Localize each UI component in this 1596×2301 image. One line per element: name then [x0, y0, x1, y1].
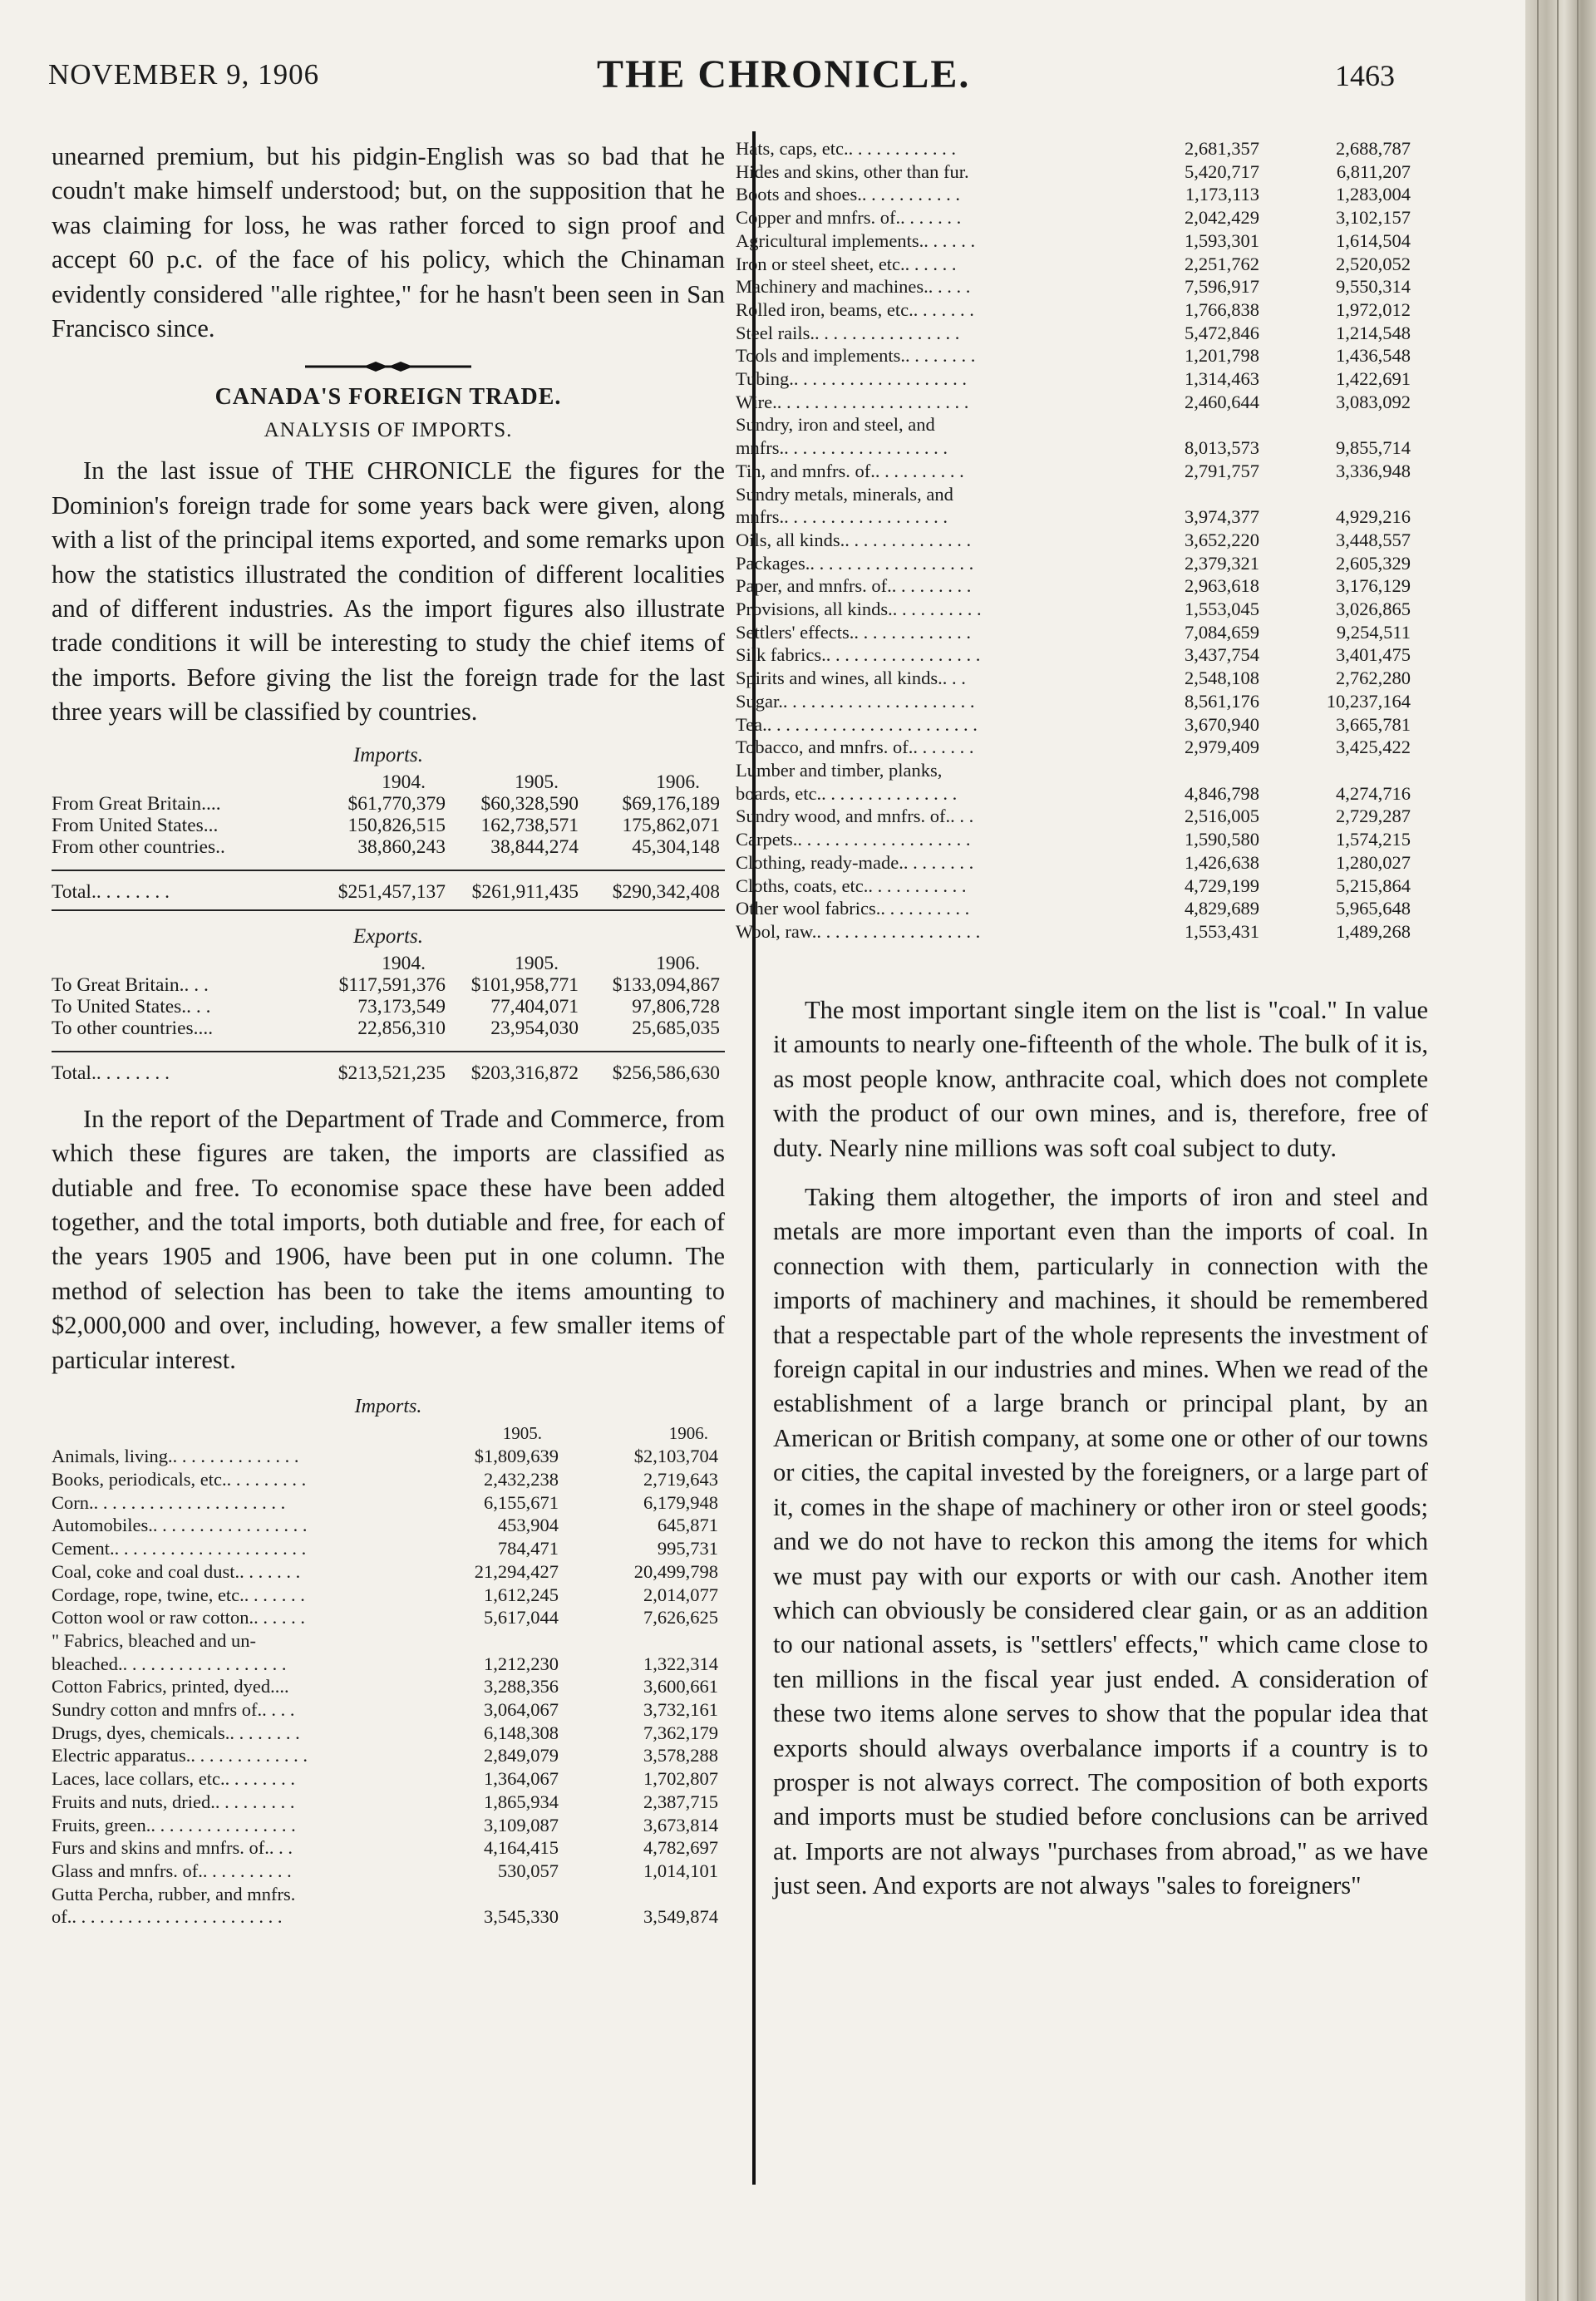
cell-value: 38,844,274	[490, 835, 579, 858]
book-edge	[1525, 0, 1596, 2301]
item-label: Tobacco, and mnfrs. of.. . . . . . .	[736, 737, 974, 758]
value-1906: 6,811,207	[1336, 160, 1411, 182]
item-label: Automobiles.. . . . . . . . . . . . . . . . .	[52, 1515, 308, 1536]
value-1906: 1,283,004	[1336, 184, 1411, 205]
item-label: Furs and skins and mnfrs. of.. . .	[52, 1837, 293, 1859]
item-label: Gutta Percha, rubber, and mnfrs.	[52, 1883, 296, 1904]
value-1906: 1,972,012	[1336, 298, 1411, 320]
item-label: Provisions, all kinds.. . . . . . . . . .	[736, 599, 982, 620]
value-1906: 3,600,661	[643, 1676, 718, 1697]
item-label: Spirits and wines, all kinds.. . .	[736, 668, 966, 689]
value-1906: 1,014,101	[643, 1860, 718, 1881]
value-1906: 10,237,164	[1326, 690, 1411, 712]
table-row	[736, 621, 1417, 644]
value-1905: 5,472,846	[1185, 322, 1259, 343]
value-1906: 5,215,864	[1336, 875, 1411, 896]
item-label: Paper, and mnfrs. of.. . . . . . . . .	[736, 575, 972, 597]
year-header: 1905.	[515, 952, 559, 974]
table-row	[736, 897, 1417, 920]
value-1905: 1,173,113	[1185, 184, 1259, 205]
article-subtitle: ANALYSIS OF IMPORTS.	[264, 419, 513, 442]
table-row	[52, 1514, 725, 1537]
value-1905: 3,974,377	[1185, 506, 1259, 528]
table-row	[736, 460, 1417, 483]
table-row	[52, 1883, 725, 1906]
item-label: Corn.. . . . . . . . . . . . . . . . . . . . .	[52, 1491, 286, 1513]
item-label: Steel rails.. . . . . . . . . . . . . . . .	[736, 322, 960, 343]
item-label: Cotton Fabrics, printed, dyed....	[52, 1676, 289, 1697]
value-1905: 1,593,301	[1185, 229, 1259, 251]
value-1905: 1,364,067	[484, 1768, 559, 1790]
cell-value: 23,954,030	[490, 1017, 579, 1039]
table-total-row	[52, 1051, 725, 1084]
value-1905: 453,904	[497, 1515, 559, 1536]
value-1905: 1,553,045	[1185, 599, 1259, 620]
cell-value: $61,770,379	[347, 792, 446, 815]
value-1906: 9,550,314	[1336, 276, 1411, 298]
row-label: From other countries..	[52, 835, 225, 858]
value-1905: 3,545,330	[484, 1906, 559, 1928]
value-1905: 2,379,321	[1185, 552, 1259, 574]
publication-title: THE CHRONICLE.	[597, 52, 971, 96]
table-row	[52, 1675, 725, 1698]
table-row	[736, 183, 1417, 206]
value-1905: 1,212,230	[484, 1653, 559, 1674]
value-1906: 1,422,691	[1336, 368, 1411, 390]
value-1906: 995,731	[657, 1538, 718, 1559]
table-row	[736, 413, 1417, 436]
value-1906: 2,729,287	[1336, 806, 1411, 827]
value-1905: 4,164,415	[484, 1837, 559, 1859]
table-row	[52, 1722, 725, 1745]
value-1906: 3,336,948	[1336, 460, 1411, 481]
cell-value: 22,856,310	[357, 1017, 446, 1039]
item-label: Carpets.. . . . . . . . . . . . . . . . . . .	[736, 829, 971, 850]
value-1906: 3,732,161	[643, 1699, 718, 1721]
value-1905	[434, 1883, 559, 1906]
item-label: Rolled iron, beams, etc.. . . . . . .	[736, 298, 974, 320]
item-label: Animals, living.. . . . . . . . . . . . . .	[52, 1446, 299, 1467]
value-1906: 3,026,865	[1336, 599, 1411, 620]
item-label: boards, etc.. . . . . . . . . . . . . . .	[736, 782, 958, 804]
article-paragraph-1: In the last issue of THE CHRONICLE the figures for the Dominion's foreign trade for some years back were given, along with a list of the principal items exported, and some remarks upon how the statistics illustrated the condition of different localities and of different industries. As the import figures also illustrate trade conditions it will be interesting to study the chief items of the imports. Before giving the list the foreign trade for the last three years will be classified by countries.	[52, 456, 725, 727]
value-1905: 2,042,429	[1185, 207, 1259, 229]
table-row	[736, 391, 1417, 414]
year-header: 1905.	[502, 1422, 542, 1443]
value-1906	[559, 1629, 725, 1653]
total-value: $256,586,630	[612, 1062, 720, 1084]
item-label: Tea.. . . . . . . . . . . . . . . . . . . . . . .	[736, 713, 978, 735]
table-row	[52, 1606, 725, 1629]
table-row	[736, 229, 1417, 253]
table-row	[736, 690, 1417, 713]
item-label: Laces, lace collars, etc.. . . . . . . .	[52, 1768, 295, 1790]
row-label: To other countries....	[52, 1017, 214, 1039]
cell-value: 25,685,035	[632, 1017, 720, 1039]
item-label: Sundry metals, minerals, and	[736, 483, 953, 505]
cell-value: 150,826,515	[347, 814, 446, 836]
value-1906: 2,605,329	[1336, 552, 1411, 574]
cell-value: 38,860,243	[357, 835, 446, 858]
table-caption: Imports.	[352, 743, 424, 766]
value-1905: 2,791,757	[1185, 460, 1259, 481]
intro-paragraph: unearned premium, but his pidgin-English was so bad that he coudn't make himself understood; but, on the supposition that he was claiming for loss, he was rather forced to sign proof and accept 60 p.c. of the face of his policy, which the Chinaman evidently considered "alle rightee," for he hasn't been seen in San Francisco since.	[52, 142, 725, 343]
table-row	[52, 1468, 725, 1491]
item-label: Settlers' effects.. . . . . . . . . . . . .	[736, 621, 971, 643]
table-row	[736, 483, 1417, 506]
value-1905: 4,829,689	[1185, 898, 1259, 919]
table-year-row	[52, 1422, 725, 1446]
table-row	[736, 137, 1417, 160]
value-1905: 1,201,798	[1185, 345, 1259, 367]
item-label: Wire.. . . . . . . . . . . . . . . . . . . . .	[736, 391, 969, 412]
value-1905: 8,561,176	[1185, 690, 1259, 712]
value-1906: 3,448,557	[1336, 529, 1411, 550]
table-row	[736, 344, 1417, 367]
value-1905: 3,437,754	[1185, 644, 1259, 666]
value-1906: 3,176,129	[1336, 575, 1411, 597]
item-label: Wool, raw.. . . . . . . . . . . . . . . . . .	[736, 920, 981, 942]
value-1906: 4,782,697	[643, 1837, 718, 1859]
item-label: of.. . . . . . . . . . . . . . . . . . . . . . .	[52, 1906, 283, 1928]
value-1905: 784,471	[497, 1538, 559, 1559]
year-header: 1905.	[515, 771, 559, 793]
total-value: $251,457,137	[337, 880, 446, 903]
value-1905: 7,084,659	[1185, 621, 1259, 643]
value-1906: 9,254,511	[1336, 621, 1411, 643]
value-1905: 3,288,356	[484, 1676, 559, 1697]
table-row	[52, 1744, 725, 1767]
value-1906: 1,436,548	[1336, 345, 1411, 367]
value-1905	[434, 1629, 559, 1653]
total-value: $213,521,235	[337, 1062, 446, 1084]
table-row	[52, 1560, 725, 1584]
cell-value: 45,304,148	[632, 835, 720, 858]
value-1905: 3,064,067	[484, 1699, 559, 1721]
value-1906: 7,626,625	[643, 1607, 718, 1628]
left-column	[52, 140, 725, 1929]
value-1906: 3,401,475	[1336, 644, 1411, 666]
value-1906: 1,214,548	[1336, 322, 1411, 343]
item-label: Sugar.. . . . . . . . . . . . . . . . . . . . .	[736, 690, 975, 712]
value-1906: 2,719,643	[643, 1469, 718, 1490]
value-1906: 3,549,874	[643, 1906, 718, 1928]
value-1906: 1,702,807	[643, 1768, 718, 1790]
table-row	[736, 598, 1417, 621]
value-1905	[1122, 759, 1259, 782]
value-1905: 2,849,079	[484, 1745, 559, 1766]
cell-value: $60,328,590	[480, 792, 579, 815]
table-row	[736, 206, 1417, 229]
issue-date: NOVEMBER 9, 1906	[48, 58, 320, 91]
value-1905: 6,148,308	[484, 1722, 559, 1743]
table-row	[52, 836, 725, 858]
page-header	[48, 52, 1395, 101]
table-row	[736, 920, 1417, 944]
table-row	[52, 974, 725, 996]
value-1905: 6,155,671	[484, 1491, 559, 1513]
right-column-text	[773, 993, 1428, 1904]
table-row	[736, 160, 1417, 184]
article-paragraph-3: The most important single item on the list is "coal." In value it amounts to nearly one-fifteenth of the whole. The bulk of it is, as most people know, anthracite coal, which does not complete with the product of our own mines, and is, therefore, free of duty. Nearly nine millions was soft coal subject to duty.	[773, 996, 1428, 1162]
total-value: $261,911,435	[471, 880, 579, 903]
value-1906: 20,499,798	[633, 1560, 718, 1582]
item-label: Cordage, rope, twine, etc.. . . . . . .	[52, 1584, 305, 1605]
year-header: 1904.	[382, 771, 426, 793]
value-1906: $2,103,704	[633, 1446, 718, 1467]
item-label: Packages.. . . . . . . . . . . . . . . . . .	[736, 552, 974, 574]
article-title: CANADA'S FOREIGN TRADE.	[214, 384, 562, 411]
total-value: $203,316,872	[470, 1062, 579, 1084]
item-label: Cement.. . . . . . . . . . . . . . . . . . . . .	[52, 1538, 307, 1559]
table-row	[52, 1629, 725, 1653]
value-1906: 4,929,216	[1336, 506, 1411, 528]
table-row	[736, 322, 1417, 345]
item-label: Other wool fabrics.. . . . . . . . . .	[736, 898, 970, 919]
row-label: To Great Britain.. . .	[52, 973, 209, 996]
table-row	[52, 1814, 725, 1837]
row-label: From United States...	[52, 814, 219, 836]
value-1905: 2,963,618	[1185, 575, 1259, 597]
article-paragraph-2: In the report of the Department of Trade and Commerce, from which these figures are taken, the imports are classified as dutiable and free. To economise space these have been added together, and the total imports, both dutiable and free, for each of the years 1905 and 1906, have been put in one column. The method of selection has been to take the items amounting to $2,000,000 and over, including, however, a few smaller items of particular interest.	[52, 1104, 725, 1374]
item-label: Tubing.. . . . . . . . . . . . . . . . . . .	[736, 368, 967, 390]
value-1906: 7,362,179	[643, 1722, 718, 1743]
item-label: Iron or steel sheet, etc.. . . . . .	[736, 253, 957, 274]
value-1906	[1259, 759, 1417, 782]
table-row	[52, 815, 725, 836]
year-header: 1906.	[656, 952, 700, 974]
table-row	[52, 1017, 725, 1039]
value-1905: 1,865,934	[484, 1791, 559, 1812]
value-1905: 1,612,245	[484, 1584, 559, 1605]
cell-value: $117,591,376	[338, 973, 446, 996]
value-1906	[1259, 483, 1417, 506]
item-label: Sundry, iron and steel, and	[736, 414, 935, 436]
item-label: Cloths, coats, etc.. . . . . . . . . . .	[736, 875, 967, 896]
item-label: Oils, all kinds.. . . . . . . . . . . . . .	[736, 529, 972, 550]
item-label: Agricultural implements.. . . . . .	[736, 229, 976, 251]
total-label: Total.. . . . . . . .	[52, 880, 170, 903]
table-row	[736, 805, 1417, 828]
value-1905: 2,681,357	[1185, 138, 1259, 159]
table-row	[736, 505, 1417, 529]
table-row	[52, 996, 725, 1017]
value-1906: 3,083,092	[1336, 391, 1411, 412]
value-1905: 2,432,238	[484, 1469, 559, 1490]
table-caption: Exports.	[352, 924, 424, 948]
item-label: Sundry wood, and mnfrs. of.. . .	[736, 806, 974, 827]
value-1905: $1,809,639	[474, 1446, 559, 1467]
cell-value: 162,738,571	[480, 814, 579, 836]
table-total-row	[52, 870, 725, 911]
table-row	[736, 253, 1417, 276]
imports-items-table-left	[52, 1396, 725, 1929]
cell-value: $69,176,189	[622, 792, 720, 815]
table-row	[736, 851, 1417, 875]
table-row	[52, 1491, 725, 1515]
row-label: To United States.. . .	[52, 995, 211, 1017]
row-label: From Great Britain....	[52, 792, 221, 815]
page-number: 1463	[1335, 59, 1395, 92]
value-1906: 1,574,215	[1336, 829, 1411, 850]
cell-value: $101,958,771	[470, 973, 579, 996]
total-value: $290,342,408	[612, 880, 720, 903]
value-1906: 2,688,787	[1336, 138, 1411, 159]
year-header: 1904.	[382, 952, 426, 974]
exports-summary-table	[52, 926, 725, 1084]
table-row	[52, 1584, 725, 1607]
value-1906: 3,578,288	[643, 1745, 718, 1766]
value-1906	[1259, 413, 1417, 436]
value-1906	[559, 1883, 725, 1906]
value-1906: 2,762,280	[1336, 668, 1411, 689]
value-1906: 3,102,157	[1336, 207, 1411, 229]
value-1906: 1,489,268	[1336, 920, 1411, 942]
table-row	[52, 1836, 725, 1860]
item-label: Coal, coke and coal dust.. . . . . . .	[52, 1560, 301, 1582]
total-label: Total.. . . . . . . .	[52, 1062, 170, 1084]
cell-value: 77,404,071	[490, 995, 579, 1017]
imports-summary-table	[52, 745, 725, 911]
item-label: Fruits, green.. . . . . . . . . . . . . . . .	[52, 1814, 296, 1835]
item-label: Drugs, dyes, chemicals.. . . . . . . .	[52, 1722, 300, 1743]
table-row	[736, 875, 1417, 898]
value-1906: 2,520,052	[1336, 253, 1411, 274]
value-1905: 4,729,199	[1185, 875, 1259, 896]
item-label: Sundry cotton and mnfrs of.. . . .	[52, 1699, 295, 1721]
value-1905: 5,420,717	[1185, 160, 1259, 182]
table-row	[736, 828, 1417, 851]
item-label: Tin, and mnfrs. of.. . . . . . . . . .	[736, 460, 964, 481]
value-1906: 2,387,715	[643, 1791, 718, 1812]
value-1905: 3,109,087	[484, 1814, 559, 1835]
item-label: Electric apparatus.. . . . . . . . . . . . .	[52, 1745, 308, 1766]
value-1905	[1122, 483, 1259, 506]
value-1905: 7,596,917	[1185, 276, 1259, 298]
item-label: " Fabrics, bleached and un-	[52, 1629, 256, 1651]
value-1905: 3,652,220	[1185, 529, 1259, 550]
item-label: Lumber and timber, planks,	[736, 759, 943, 781]
item-label: bleached.. . . . . . . . . . . . . . . . . .	[52, 1653, 287, 1674]
table-row	[736, 552, 1417, 575]
table-row	[736, 643, 1417, 667]
item-label: Glass and mnfrs. of.. . . . . . . . . .	[52, 1860, 292, 1881]
cell-value: 97,806,728	[632, 995, 720, 1017]
table-row	[736, 713, 1417, 737]
cell-value: 73,173,549	[357, 995, 446, 1017]
item-label: Boots and shoes.. . . . . . . . . . .	[736, 184, 960, 205]
value-1906: 3,673,814	[643, 1814, 718, 1835]
table-row	[52, 1905, 725, 1929]
item-label: mnfrs.. . . . . . . . . . . . . . . . . .	[736, 437, 948, 459]
value-1906: 3,425,422	[1336, 737, 1411, 758]
table-row	[736, 529, 1417, 552]
value-1905: 1,426,638	[1185, 851, 1259, 873]
item-label: Hides and skins, other than fur.	[736, 160, 969, 182]
value-1905: 1,590,580	[1185, 829, 1259, 850]
table-caption: Imports.	[354, 1395, 422, 1417]
table-row	[52, 793, 725, 815]
table-row	[736, 298, 1417, 322]
table-row	[52, 1537, 725, 1560]
table-row	[736, 436, 1417, 460]
table-row	[736, 667, 1417, 690]
table-row	[736, 759, 1417, 782]
value-1906: 1,280,027	[1336, 851, 1411, 873]
value-1905: 8,013,573	[1185, 437, 1259, 459]
item-label: mnfrs.. . . . . . . . . . . . . . . . . .	[736, 506, 948, 528]
value-1905: 4,846,798	[1185, 782, 1259, 804]
table-row	[52, 1860, 725, 1883]
value-1905: 1,314,463	[1185, 368, 1259, 390]
item-label: Copper and mnfrs. of.. . . . . . .	[736, 207, 962, 229]
table-row	[52, 1653, 725, 1676]
item-label: Fruits and nuts, dried.. . . . . . . . .	[52, 1791, 295, 1812]
table-row	[736, 574, 1417, 598]
table-row	[736, 736, 1417, 759]
value-1905: 1,766,838	[1185, 298, 1259, 320]
item-label: Clothing, ready-made.. . . . . . . .	[736, 851, 974, 873]
item-label: Hats, caps, etc.. . . . . . . . . . . .	[736, 138, 956, 159]
table-row	[736, 782, 1417, 806]
year-header: 1906.	[656, 771, 700, 793]
item-label: Machinery and machines.. . . . .	[736, 276, 971, 298]
value-1905: 530,057	[497, 1860, 559, 1881]
value-1905: 5,617,044	[484, 1607, 559, 1628]
value-1906: 6,179,948	[643, 1491, 718, 1513]
value-1905: 21,294,427	[474, 1560, 559, 1582]
imports-items-table-right	[736, 137, 1417, 944]
value-1906: 2,014,077	[643, 1584, 718, 1605]
table-year-row	[52, 771, 725, 793]
value-1905: 3,670,940	[1185, 713, 1259, 735]
cell-value: $133,094,867	[612, 973, 720, 996]
value-1905: 1,553,431	[1185, 920, 1259, 942]
item-label: Silk fabrics.. . . . . . . . . . . . . . . . .	[736, 644, 981, 666]
table-row	[52, 1791, 725, 1814]
value-1905: 2,251,762	[1185, 253, 1259, 274]
item-label: Books, periodicals, etc.. . . . . . . . .	[52, 1469, 307, 1490]
item-label: Cotton wool or raw cotton.. . . . . .	[52, 1607, 305, 1628]
cell-value: 175,862,071	[622, 814, 720, 836]
value-1905: 2,516,005	[1185, 806, 1259, 827]
table-row	[52, 1767, 725, 1791]
table-row	[52, 1698, 725, 1722]
value-1905: 2,548,108	[1185, 668, 1259, 689]
table-row	[52, 1445, 725, 1468]
year-header: 1906.	[668, 1422, 708, 1443]
value-1906: 9,855,714	[1336, 437, 1411, 459]
table-row	[736, 367, 1417, 391]
item-label: Tools and implements.. . . . . . . .	[736, 345, 976, 367]
ornamental-separator	[305, 361, 471, 372]
value-1906: 1,322,314	[643, 1653, 718, 1674]
value-1906: 645,871	[657, 1515, 718, 1536]
value-1905	[1122, 413, 1259, 436]
value-1906: 1,614,504	[1336, 229, 1411, 251]
table-row	[736, 275, 1417, 298]
table-year-row	[52, 953, 725, 974]
value-1905: 2,460,644	[1185, 391, 1259, 412]
value-1906: 5,965,648	[1336, 898, 1411, 919]
value-1906: 4,274,716	[1336, 782, 1411, 804]
article-paragraph-4: Taking them altogether, the imports of iron and steel and metals are more important even than the imports of coal. In connection with them, particularly in connection with the imports of machinery and machines, it should be remembered that a respectable part of the whole represents the investment of foreign capital in our industries and mines. When we read of the establishment of a large branch or principal plant, by an American or British company, at some one or other of our towns or cities, the capital invested by the foreigners, or a large part of it, comes in the shape of machinery or other iron or steel goods; and we do not have to reckon this among the items for which we must pay with our exports or with our cash. Another item which can obviously be considered clear gain, or as an addition to our national assets, is "settlers' effects," which came close to ten millions in the fiscal year just ended. A consideration of these two items alone serves to show that the popular idea that exports should always overbalance imports if a country is to prosper is not always correct. The composition of both exports and imports must be studied before conclusions can be arrived at. Imports are not always "purchases from abroad," as we have just seen. And exports are not always "sales to foreigners"	[773, 1183, 1428, 1900]
value-1905: 2,979,409	[1185, 737, 1259, 758]
value-1906: 3,665,781	[1336, 713, 1411, 735]
